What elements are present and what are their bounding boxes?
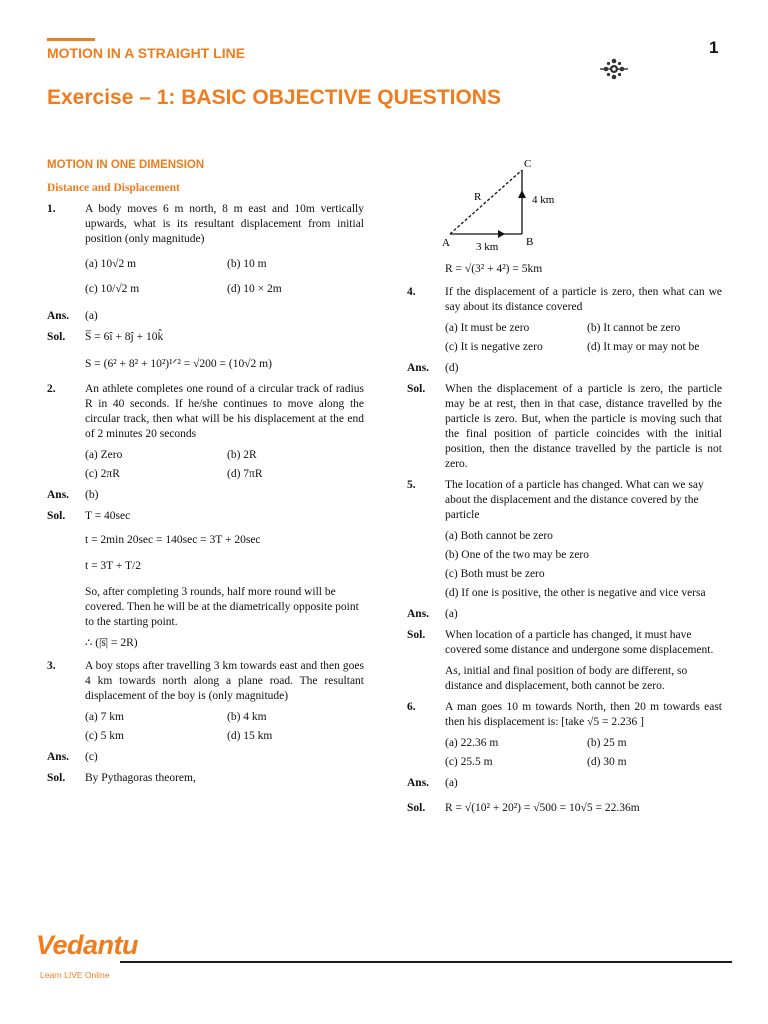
question-4	[407, 285, 722, 315]
solution-line: R = √(10² + 20²) = √500 = 10√5 = 22.36m	[445, 802, 640, 814]
answer-label: Ans.	[407, 362, 430, 374]
option-c: (c) 2πR	[85, 468, 120, 480]
chapter-title: MOTION IN A STRAIGHT LINE	[47, 45, 246, 61]
option-d: (d) 30 m	[587, 756, 627, 768]
question-5	[407, 478, 722, 523]
question-number: 1.	[47, 203, 56, 215]
solution-line: ∴ (|s̅| = 2R)	[85, 637, 138, 649]
solution-line: T = 40sec	[85, 510, 131, 522]
triangle-side-ac	[450, 170, 522, 234]
left-column	[47, 156, 364, 786]
logo-tagline: Learn LIVE Online	[40, 970, 110, 980]
solution-line: S = (6² + 8² + 10²)¹ᐟ² = √200 = (10√2 m)	[85, 358, 272, 370]
option-c: (c) 5 km	[85, 730, 124, 742]
solution-line: When location of a particle has changed, it must have covered some distance and undergone some displacement.	[445, 629, 714, 656]
ornament-icon	[600, 56, 628, 82]
solution-line: S̅ = 6î + 8ĵ + 10k̂	[85, 331, 164, 343]
solution-line: t = 3T + T/2	[85, 560, 141, 572]
vertex-c-label: C	[524, 158, 532, 170]
solution-label: Sol.	[47, 331, 66, 343]
answer-value: (d)	[445, 362, 459, 374]
answer-value: (a)	[445, 777, 458, 789]
arrow-head-ab	[498, 230, 505, 238]
question-number: 3.	[47, 660, 56, 672]
question-number: 6.	[407, 701, 416, 713]
solution-line: t = 2min 20sec = 140sec = 3T + 20sec	[85, 534, 261, 546]
question-2-options	[85, 448, 364, 482]
question-text: A body moves 6 m north, 8 m east and 10m vertically upwards, what is its resultant displacement from initial position (only magnitude)	[85, 203, 364, 245]
side-ab-label: 3 km	[476, 241, 499, 253]
option-d: (d) It may or may not be	[587, 341, 700, 353]
solution-row	[47, 509, 364, 651]
solution-row	[47, 771, 364, 786]
option-a: (a) It must be zero	[445, 322, 530, 334]
solution-body	[445, 628, 722, 694]
answer-value: (a)	[445, 608, 458, 620]
vedantu-logo: Vedantu	[36, 930, 139, 960]
option-c: (c) 25.5 m	[445, 756, 493, 768]
question-text: A boy stops after travelling 3 km towards east and then goes 4 km towards north along a plane road. The resultant displacement of the boy is (only magnitude)	[85, 660, 364, 702]
question-1-options	[85, 257, 364, 297]
option-b: (b) 4 km	[227, 711, 267, 723]
solution-row	[407, 628, 722, 694]
answer-label: Ans.	[407, 608, 430, 620]
solution-line: So, after completing 3 rounds, half more round will be covered. Then he will be at the diametrically opposite point to the starting point.	[85, 586, 359, 628]
solution-label: Sol.	[47, 510, 66, 522]
answer-row	[407, 607, 722, 622]
question-number: 2.	[47, 383, 56, 395]
answer-row	[47, 488, 364, 503]
option-c: (c) It is negative zero	[445, 341, 543, 353]
header-accent-rule	[47, 38, 95, 41]
answer-row	[47, 309, 364, 324]
option-d: (d) 15 km	[227, 730, 273, 742]
answer-value: (a)	[85, 310, 98, 322]
answer-label: Ans.	[47, 310, 70, 322]
answer-row	[47, 750, 364, 765]
option-a: (a) 7 km	[85, 711, 124, 723]
solution-label: Sol.	[407, 383, 426, 395]
option-d: (d) If one is positive, the other is negative and vice versa	[445, 587, 706, 599]
right-column	[407, 262, 722, 816]
option-b: (b) 2R	[227, 449, 257, 461]
option-c: (c) 10/√2 m	[85, 283, 140, 295]
arrow-head-bc	[518, 190, 526, 198]
option-b: (b) 25 m	[587, 737, 627, 749]
question-3	[47, 659, 364, 704]
solution-body	[85, 509, 364, 651]
option-d: (d) 7πR	[227, 468, 263, 480]
question-6	[407, 700, 722, 730]
question-text: An athlete completes one round of a circular track of radius R in 40 seconds. If he/she continues to move along the circular track, then what will be his displacement at the end of 2 minutes 20 seconds	[85, 383, 364, 440]
option-a: (a) Both cannot be zero	[445, 530, 553, 542]
solution-row	[47, 330, 364, 372]
option-a: (a) 10√2 m	[85, 258, 137, 270]
section-subheading: Distance and Displacement	[47, 182, 180, 194]
answer-value: (c)	[85, 751, 98, 763]
answer-value: (b)	[85, 489, 99, 501]
option-b: (b) 10 m	[227, 258, 267, 270]
triangle-diagram	[438, 156, 568, 256]
solution-body	[85, 330, 364, 372]
option-a: (a) Zero	[85, 449, 123, 461]
vertex-a-label: A	[442, 237, 450, 249]
solution-line: By Pythagoras theorem,	[85, 772, 196, 784]
question-text: If the displacement of a particle is zero, then what can we say about its distance covered	[445, 286, 722, 313]
question-4-options	[445, 321, 722, 355]
solution-label: Sol.	[407, 802, 426, 814]
question-6-options	[445, 736, 722, 770]
question-1	[47, 202, 364, 247]
question-number: 5.	[407, 479, 416, 491]
question-5-options	[445, 529, 722, 601]
exercise-title: Exercise – 1: BASIC OBJECTIVE QUESTIONS	[47, 86, 501, 109]
answer-row	[407, 776, 722, 791]
resultant-label: R	[474, 191, 482, 203]
question-2	[47, 382, 364, 442]
solution-line: R = √(3² + 4²) = 5km	[445, 263, 543, 275]
answer-label: Ans.	[407, 777, 430, 789]
solution-row	[407, 801, 722, 816]
page-number: 1	[709, 38, 719, 57]
answer-label: Ans.	[47, 489, 70, 501]
question-text: The location of a particle has changed. What can we say about the displacement and the distance covered by the particle	[445, 479, 704, 521]
option-a: (a) 22.36 m	[445, 737, 499, 749]
question-3-options	[85, 710, 364, 744]
option-d: (d) 10 × 2m	[227, 283, 282, 295]
solution-line: As, initial and final position of body are different, so distance and displacement, both cannot be zero.	[445, 665, 688, 692]
answer-row	[407, 361, 722, 376]
question-text: A man goes 10 m towards North, then 20 m towards east then his displacement is: [take √5 = 2.236 ]	[445, 701, 722, 728]
solution-row	[407, 382, 722, 472]
option-c: (c) Both must be zero	[445, 568, 545, 580]
vertex-b-label: B	[526, 236, 534, 248]
solution-label: Sol.	[47, 772, 66, 784]
question-number: 4.	[407, 286, 416, 298]
footer-rule	[120, 961, 732, 963]
answer-label: Ans.	[47, 751, 70, 763]
option-b: (b) One of the two may be zero	[445, 549, 590, 561]
option-b: (b) It cannot be zero	[587, 322, 681, 334]
solution-text: When the displacement of a particle is zero, the particle may be at rest, then in that case, distance travelled by the particle is zero. But, when the particle is moving such that the final position of particle coincides with the initial position, then the distance travelled by the particle is not zero.	[445, 383, 722, 470]
section-heading: MOTION IN ONE DIMENSION	[47, 159, 205, 171]
side-bc-label: 4 km	[532, 194, 555, 206]
solution-label: Sol.	[407, 629, 426, 641]
